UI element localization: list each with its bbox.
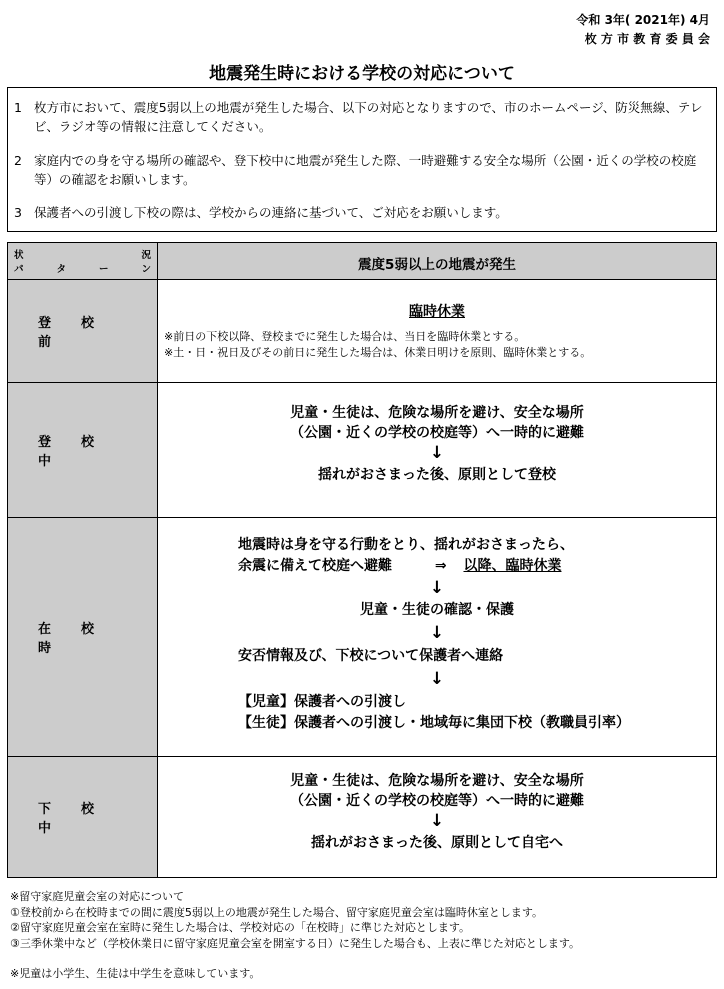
cell-before-school	[158, 301, 716, 361]
instruction-line: 児童・生徒は、危険な場所を避け、安全な場所	[290, 773, 584, 789]
arrow-down-icon: ↓	[429, 443, 445, 463]
instruction-line: 揺れがおさまった後、原則として登校	[318, 467, 556, 483]
cell-commuting	[158, 403, 716, 485]
date-block	[576, 11, 710, 49]
row-label-going-home: 下校中	[38, 802, 125, 836]
evacuate-text: 余震に備えて校庭へ避難	[238, 558, 392, 574]
header-char: パ	[14, 264, 24, 275]
closure-result: 以降、臨時休業	[463, 558, 562, 574]
note-line: ※前日の下校以降、登校までに発生した場合は、当日を臨時休業とする。	[164, 330, 526, 343]
notice-number: 1	[14, 100, 22, 115]
instruction-line: 【生徒】保護者への引渡し・地域毎に集団下校（教職員引率）	[238, 715, 630, 731]
footer-line: ③三季休業中など（学校休業日に留守家庭児童会室を開室する日）に発生した場合も、上表に準じた対応とします。	[10, 936, 580, 950]
header-pattern-label	[14, 261, 151, 275]
footer-line: ※児童は小学生、生徒は中学生を意味しています。	[10, 967, 261, 980]
footer-notes	[10, 889, 580, 982]
instruction-line: 地震時は身を守る行動をとり、揺れがおさまったら、	[238, 537, 574, 553]
cell-at-school	[158, 535, 716, 734]
header-char: 況	[141, 250, 151, 261]
notice-number: 3	[14, 205, 22, 220]
arrow-right-icon: ⇒	[434, 558, 447, 574]
row-label-commuting: 登校中	[38, 435, 125, 469]
response-table	[7, 242, 717, 878]
notice-box	[7, 87, 717, 232]
issuer: 枚 方 市 教 育 委 員 会	[584, 32, 710, 46]
instruction-line: 児童・生徒の確認・保護	[360, 602, 514, 618]
instruction-line-evacuate	[158, 556, 716, 577]
notice-text: 保護者への引渡し下校の際は、学校からの連絡に基づいて、ご対応をお願いします。	[34, 205, 508, 220]
footer-line: ②留守家庭児童会室在室時に発生した場合は、学校対応の「在校時」に準じた対応とします。	[10, 921, 470, 934]
instruction-line: 【児童】保護者への引渡し	[238, 694, 406, 710]
temporary-closure-heading: 臨時休業	[409, 304, 465, 320]
arrow-down-icon: ↓	[429, 811, 445, 831]
notice-item	[14, 151, 710, 189]
instruction-line: 安否情報及び、下校について保護者へ連絡	[238, 648, 504, 664]
notice-item	[14, 98, 710, 136]
header-char: ー	[98, 264, 109, 275]
row-label-at-school: 在校時	[38, 622, 125, 656]
footer-line: ①登校前から在校時までの間に震度5弱以上の地震が発生した場合、留守家庭児童会室は臨時休室とします。	[10, 905, 543, 919]
row-label-before-school: 登校前	[38, 316, 125, 350]
header-char: ン	[141, 264, 151, 275]
footer-spacer	[10, 951, 580, 966]
header-char: タ	[56, 264, 66, 275]
header-char: 状	[14, 250, 24, 261]
note-line: ※土・日・祝日及びその前日に発生した場合は、休業日明けを原則、臨時休業とする。	[164, 346, 592, 359]
instruction-line: 揺れがおさまった後、原則として自宅へ	[311, 835, 563, 851]
instruction-line: 児童・生徒は、危険な場所を避け、安全な場所	[290, 405, 584, 421]
arrow-down-icon: ↓	[429, 669, 445, 689]
arrow-down-icon: ↓	[429, 578, 445, 598]
arrow-down-icon: ↓	[429, 623, 445, 643]
table-header	[8, 243, 716, 280]
instruction-line: （公園・近くの学校の校庭等）へ一時的に避難	[290, 425, 584, 441]
issue-date: 令和 3年( 2021年) 4月	[576, 13, 710, 27]
header-title: 震度5弱以上の地震が発生	[358, 257, 516, 273]
footer-line: ※留守家庭児童会室の対応について	[10, 890, 184, 903]
header-status-label	[14, 247, 151, 261]
cell-going-home	[158, 771, 716, 853]
instruction-line: （公園・近くの学校の校庭等）へ一時的に避難	[290, 793, 584, 809]
notice-number: 2	[14, 153, 22, 168]
notice-item	[14, 203, 710, 222]
notice-text: 家庭内での身を守る場所の確認や、登下校中に地震が発生した際、一時避難する安全な場所（公園・近くの学校の校庭等）の確認をお願いします。	[34, 153, 697, 187]
notice-text: 枚方市において、震度5弱以上の地震が発生した場合、以下の対応となりますので、市のホームページ、防災無線、テレビ、ラジオ等の情報に注意してください。	[34, 100, 703, 134]
page-title: 地震発生時における学校の対応について	[209, 64, 515, 84]
